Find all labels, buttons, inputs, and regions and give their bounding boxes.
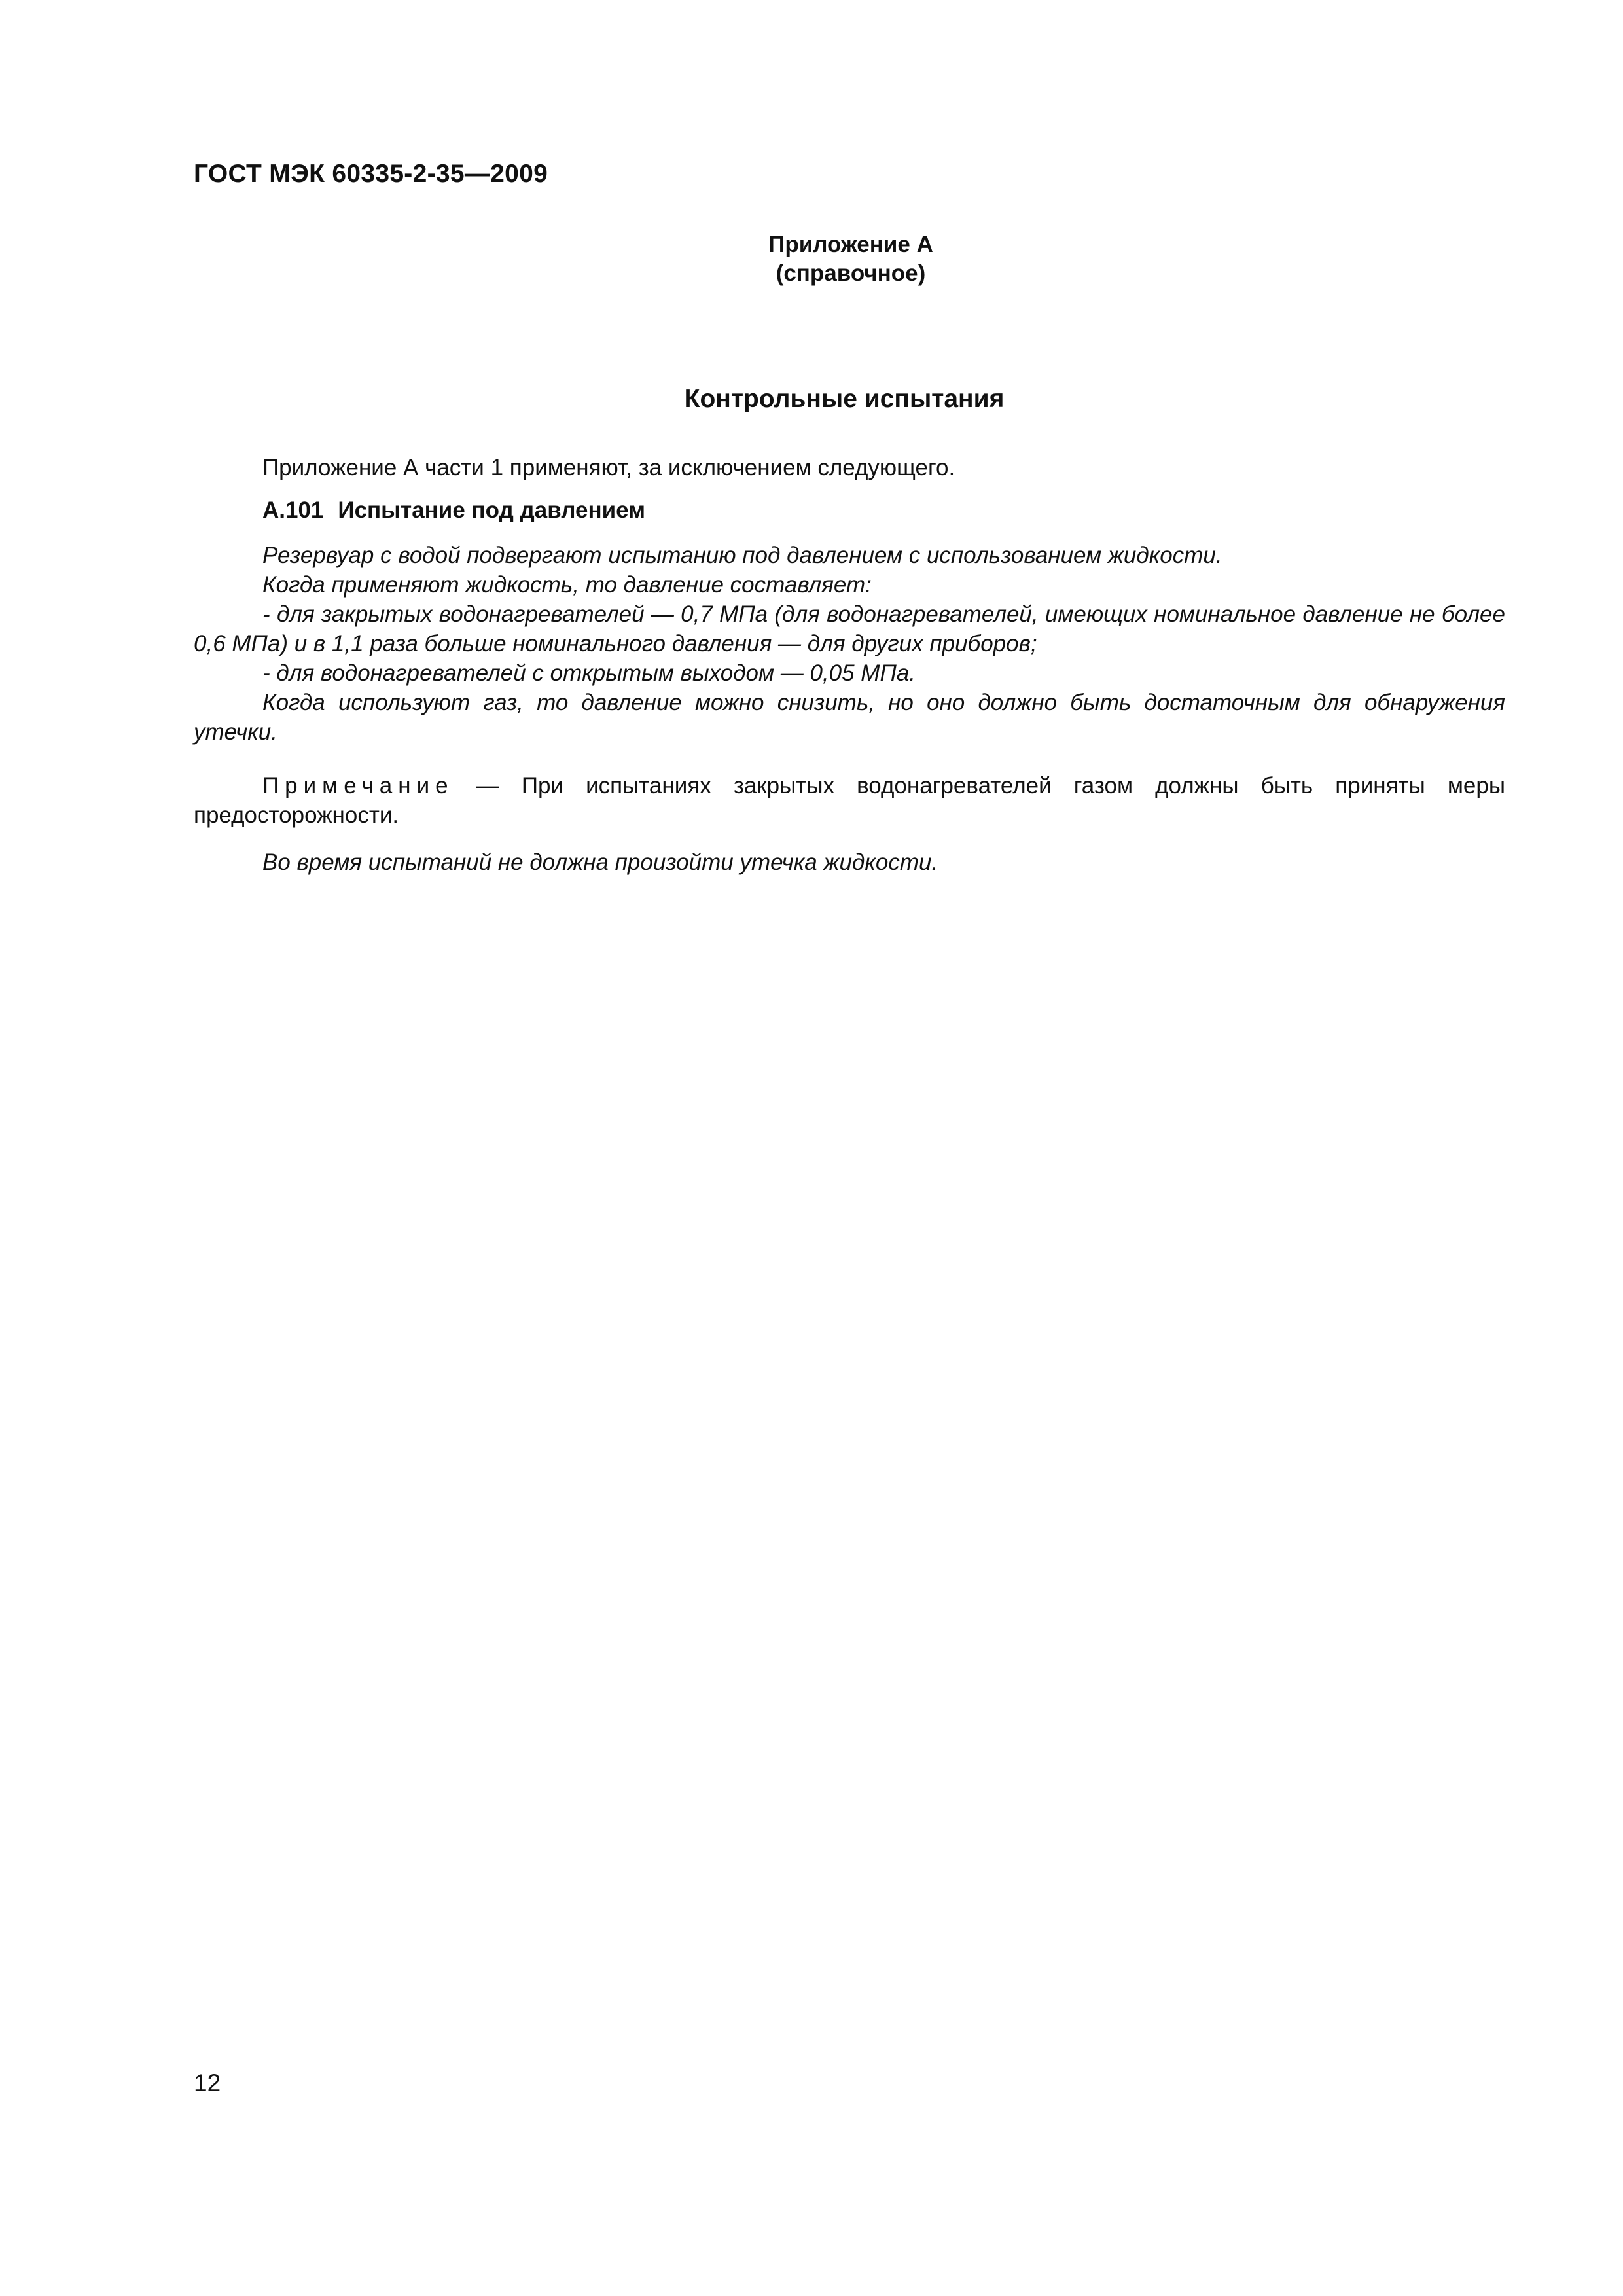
annex-title: Приложение А	[768, 232, 933, 257]
annex-heading: Контрольные испытания	[684, 385, 1005, 413]
note-label: Примечание	[262, 773, 454, 798]
section-title-text: Испытание под давлением	[338, 497, 646, 523]
section-title	[262, 497, 645, 524]
standard-header: ГОСТ МЭК 60335-2-35—2009	[194, 160, 548, 188]
conclusion-paragraph: Во время испытаний не должна произойти утечка жидкости.	[262, 850, 938, 875]
note-text: — При испытаниях закрытых водонагревателей газом должны быть приняты меры предосторожности.	[194, 773, 1505, 828]
note-paragraph	[194, 771, 1505, 830]
section-number: А.101	[262, 497, 324, 523]
intro-paragraph: Приложение А части 1 применяют, за исключением следующего.	[262, 455, 955, 480]
body-paragraph: Когда используют газ, то давление можно снизить, но оно должно быть достаточным для обнаружения утечки.	[194, 690, 1505, 745]
list-item: - для водонагревателей с открытым выходом — 0,05 МПа.	[262, 660, 916, 686]
annex-status: (справочное)	[776, 260, 926, 286]
section-body	[194, 541, 1505, 747]
body-paragraph: Когда применяют жидкость, то давление составляет:	[262, 572, 872, 598]
list-item: - для закрытых водонагревателей — 0,7 МПа (для водонагревателей, имеющих номинальное давление не более 0,6 МПа) и в 1,1 раза больше номинального давления — для других приборов;	[194, 601, 1505, 656]
page-number: 12	[194, 2070, 221, 2096]
body-paragraph: Резервуар с водой подвергают испытанию под давлением с использованием жидкости.	[262, 543, 1222, 568]
